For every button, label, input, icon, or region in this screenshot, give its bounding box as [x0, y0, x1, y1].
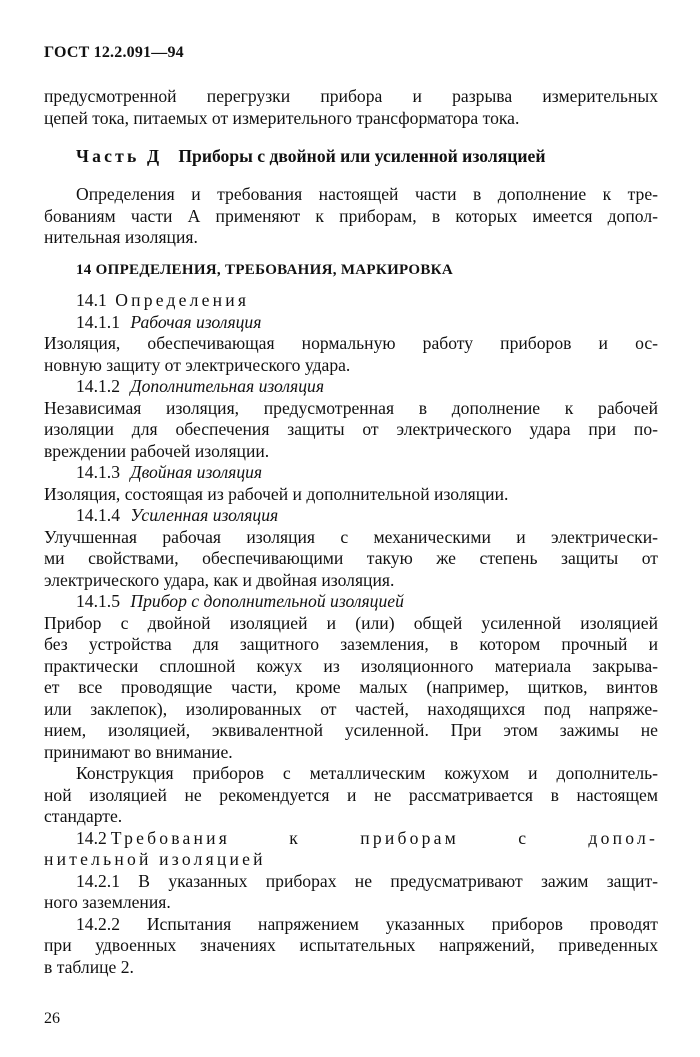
subsection-number: 14.2 — [76, 827, 107, 848]
definition-heading — [44, 462, 658, 484]
document-header: ГОСТ 12.2.091—94 — [44, 44, 184, 61]
text-line: при удвоенных значениях испытательных напряжений, приведенных — [44, 935, 658, 955]
text-line: принимают во внимание. — [44, 741, 233, 762]
definition-heading — [44, 312, 658, 334]
text-line: вреждении рабочей изоляции. — [44, 440, 270, 461]
section-title: 14 ОПРЕДЕЛЕНИЯ, ТРЕБОВАНИЯ, МАРКИРОВКА — [76, 262, 453, 278]
definition-heading — [44, 591, 658, 613]
page-number: 26 — [44, 1010, 60, 1027]
text-line: бованиям части А применяют к приборам, в которых имеется допол- — [44, 205, 658, 226]
text-line: без устройства для защитного заземления, в котором прочный и — [44, 634, 658, 654]
text-line: ми свойствами, обеспечивающими такую же степень защиты от — [44, 548, 658, 568]
subsection-heading — [44, 828, 658, 850]
text-line: стандарте. — [44, 806, 123, 826]
text-line: электрического удара, как и двойная изоляция. — [44, 569, 395, 590]
text-line: ной изоляцией не рекомендуется и не рассматривается в настоящем — [44, 784, 658, 805]
text-line: Прибор с двойной изоляцией и (или) общей усиленной изоляцией — [44, 612, 658, 633]
part-label: Часть Д — [76, 146, 163, 166]
text-line: изоляции для обеспечения защиты от электрического удара при по- — [44, 419, 658, 439]
part-title: Приборы с двойной или усиленной изоляцией — [178, 146, 546, 166]
text-line: Независимая изоляция, предусмотренная в дополнение к рабочей — [44, 397, 658, 418]
text-line: новную защиту от электрического удара. — [44, 354, 351, 375]
text-line: Определения и требования настоящей части в дополнение к тре- — [76, 184, 658, 204]
part-heading — [76, 146, 656, 168]
definition-number: 14.1.2 — [76, 376, 120, 396]
definition-heading — [44, 376, 658, 398]
text-line: или заклепок), изолированных от частей, находящихся под напряже- — [44, 698, 658, 719]
definition-term: Двойная изоляция — [130, 462, 263, 482]
definition-number: 14.1.1 — [76, 311, 120, 332]
subsection-title: Требования к приборам с допол- — [110, 827, 658, 848]
text-line: предусмотренной перегрузки прибора и разрыва измерительных — [44, 86, 658, 106]
text-line: нительная изоляция. — [44, 227, 198, 247]
text-line: Конструкция приборов с металлическим кожухом и дополнитель- — [76, 763, 658, 783]
subsection-heading — [44, 290, 658, 312]
text-line: 14.2.2 Испытания напряжением указанных приборов проводят — [76, 913, 658, 934]
text-line: цепей тока, питаемых от измерительного трансформатора тока. — [44, 107, 520, 128]
text-line: Изоляция, состоящая из рабочей и дополнительной изоляции. — [44, 483, 509, 504]
text-line: ет все проводящие части, кроме малых (например, щитков, винтов — [44, 677, 658, 697]
definition-term: Дополнительная изоляция — [130, 376, 324, 396]
definition-number: 14.1.3 — [76, 462, 120, 482]
definition-heading — [44, 505, 658, 527]
subsection-number: 14.1 — [76, 290, 107, 310]
definition-term: Рабочая изоляция — [130, 311, 262, 332]
text-line: 14.2.1 В указанных приборах не предусматривают зажим защит- — [76, 870, 658, 891]
definition-number: 14.1.4 — [76, 505, 120, 525]
intro-paragraph — [44, 86, 658, 129]
definition-number: 14.1.5 — [76, 591, 120, 611]
subsection-title-continued: нительной изоляцией — [44, 849, 266, 869]
definition-term: Прибор с дополнительной изоляцией — [130, 591, 404, 611]
text-line: нием, изоляцией, эквивалентной усиленной. При этом зажимы не — [44, 720, 658, 740]
text-line: практически сплошной кожух из изоляционного материала закрыва- — [44, 655, 658, 676]
subsection-title: Определения — [115, 290, 250, 310]
definition-term: Усиленная изоляция — [130, 505, 279, 525]
text-line: Улучшенная рабочая изоляция с механическими и электрически- — [44, 526, 658, 547]
part-paragraph — [44, 184, 658, 249]
text-line: ного заземления. — [44, 892, 171, 912]
definitions-block — [44, 290, 658, 978]
text-line: в таблице 2. — [44, 956, 134, 977]
text-line: Изоляция, обеспечивающая нормальную работу приборов и ос- — [44, 333, 658, 353]
